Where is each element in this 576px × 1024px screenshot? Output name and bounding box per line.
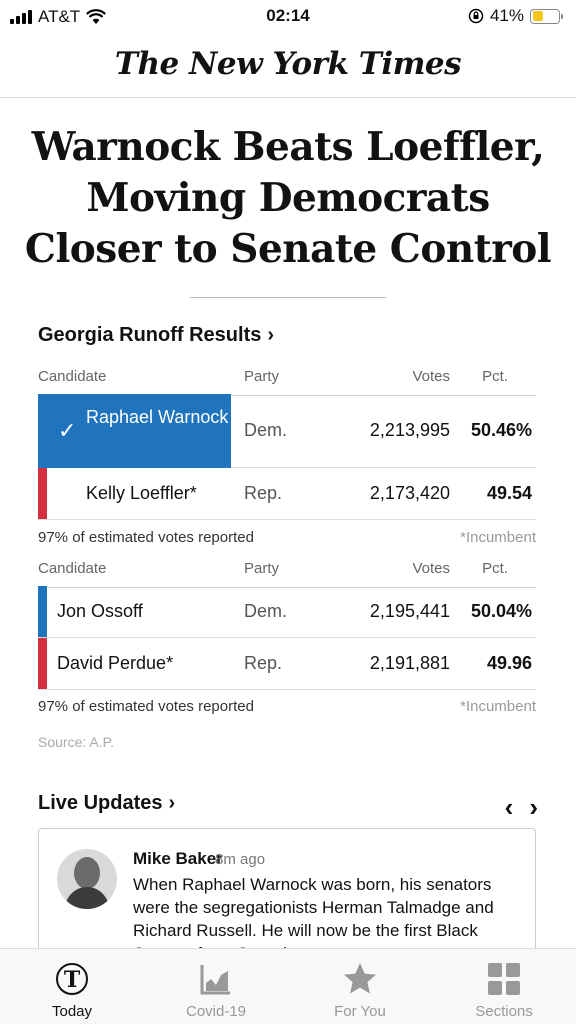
incumbent-note: *Incumbent — [460, 698, 536, 715]
tab-bar — [0, 948, 576, 1024]
percentage: 49.96 — [486, 653, 532, 673]
candidate-name: Jon Ossoff — [57, 601, 143, 621]
tab-label: Today — [51, 1003, 93, 1020]
rotation-lock-icon — [468, 8, 484, 24]
live-update-card[interactable] — [38, 828, 536, 968]
col-votes: Votes — [412, 368, 450, 385]
chart-icon — [198, 961, 234, 997]
votes: 2,173,420 — [369, 483, 450, 503]
tab-covid-19[interactable] — [144, 949, 288, 1024]
candidate-name: David Perdue* — [57, 653, 174, 673]
tab-today[interactable] — [0, 949, 144, 1024]
party-color-bar — [38, 638, 47, 689]
tab-sections[interactable] — [432, 949, 576, 1024]
candidate-name: Kelly Loeffler* — [86, 483, 197, 503]
percentage: 49.54 — [486, 483, 532, 503]
party-color-bar — [38, 468, 47, 519]
chevron-right-icon: › — [168, 792, 176, 814]
tab-for-you[interactable] — [288, 949, 432, 1024]
avatar — [57, 849, 117, 909]
timestamp: 8m ago — [215, 851, 266, 868]
prev-arrow-icon[interactable]: ‹ — [504, 792, 514, 822]
table-row — [38, 638, 536, 690]
table-header — [38, 366, 536, 396]
votes: 2,213,995 — [369, 420, 450, 440]
incumbent-note: *Incumbent — [460, 529, 536, 546]
table-header — [38, 558, 536, 588]
status-right — [468, 6, 560, 26]
results-title-link[interactable] — [38, 324, 274, 347]
source-note: Source: A.P. — [38, 734, 115, 750]
divider — [190, 297, 386, 298]
nyt-t-icon — [54, 961, 90, 997]
tab-label: Sections — [475, 1003, 533, 1020]
table-row — [38, 394, 536, 468]
party: Rep. — [244, 483, 283, 503]
col-party: Party — [244, 368, 280, 385]
party-color-bar — [38, 586, 47, 637]
battery-percent: 41% — [489, 6, 524, 25]
chevron-right-icon: › — [267, 324, 275, 346]
results-title: Georgia Runoff Results — [38, 324, 262, 346]
update-text: When Raphael Warnock was born, his senators were the segregationists Herman Talmadge and Richard Russell. He will now be the first Black — [133, 875, 494, 940]
nyt-logo[interactable]: The New York Times — [114, 46, 462, 82]
tab-label: Covid-19 — [185, 1003, 247, 1020]
col-votes: Votes — [412, 560, 450, 577]
reported-note — [38, 529, 536, 546]
grid-icon — [486, 961, 522, 997]
tab-label: For You — [334, 1003, 386, 1020]
col-pct: Pct. — [482, 560, 508, 577]
svg-text:T: T — [63, 967, 81, 993]
carrier-label: AT&T — [38, 7, 81, 26]
winner-cell — [38, 394, 231, 468]
votes: 2,195,441 — [369, 601, 450, 621]
table-row — [38, 468, 536, 520]
battery-icon — [530, 9, 560, 24]
reported-note — [38, 698, 536, 715]
checkmark-icon: ✓ — [58, 418, 77, 443]
reported-text: 97% of estimated votes reported — [38, 529, 254, 546]
table-row — [38, 586, 536, 638]
carousel-arrows — [505, 792, 538, 823]
party: Dem. — [244, 420, 288, 440]
votes: 2,191,881 — [369, 653, 450, 673]
col-pct: Pct. — [482, 368, 508, 385]
author-name: Mike Baker — [133, 849, 223, 868]
party: Rep. — [244, 653, 283, 673]
clock: 02:14 — [266, 6, 310, 25]
percentage: 50.04% — [470, 601, 532, 621]
live-updates-title: Live Updates — [38, 792, 163, 814]
party: Dem. — [244, 601, 288, 621]
col-candidate: Candidate — [38, 368, 107, 385]
next-arrow-icon[interactable]: › — [529, 792, 538, 822]
status-bar — [0, 0, 576, 36]
reported-text: 97% of estimated votes reported — [38, 698, 254, 715]
candidate-name: Raphael Warnock — [86, 407, 229, 427]
col-party: Party — [244, 560, 280, 577]
live-updates-link[interactable] — [38, 792, 175, 815]
percentage: 50.46% — [470, 420, 532, 440]
star-icon — [342, 961, 378, 997]
article-headline[interactable]: Warnock Beats Loeffler, Moving Democrats Closer to Senate Control — [24, 124, 552, 272]
masthead — [0, 36, 576, 98]
col-candidate: Candidate — [38, 560, 107, 577]
